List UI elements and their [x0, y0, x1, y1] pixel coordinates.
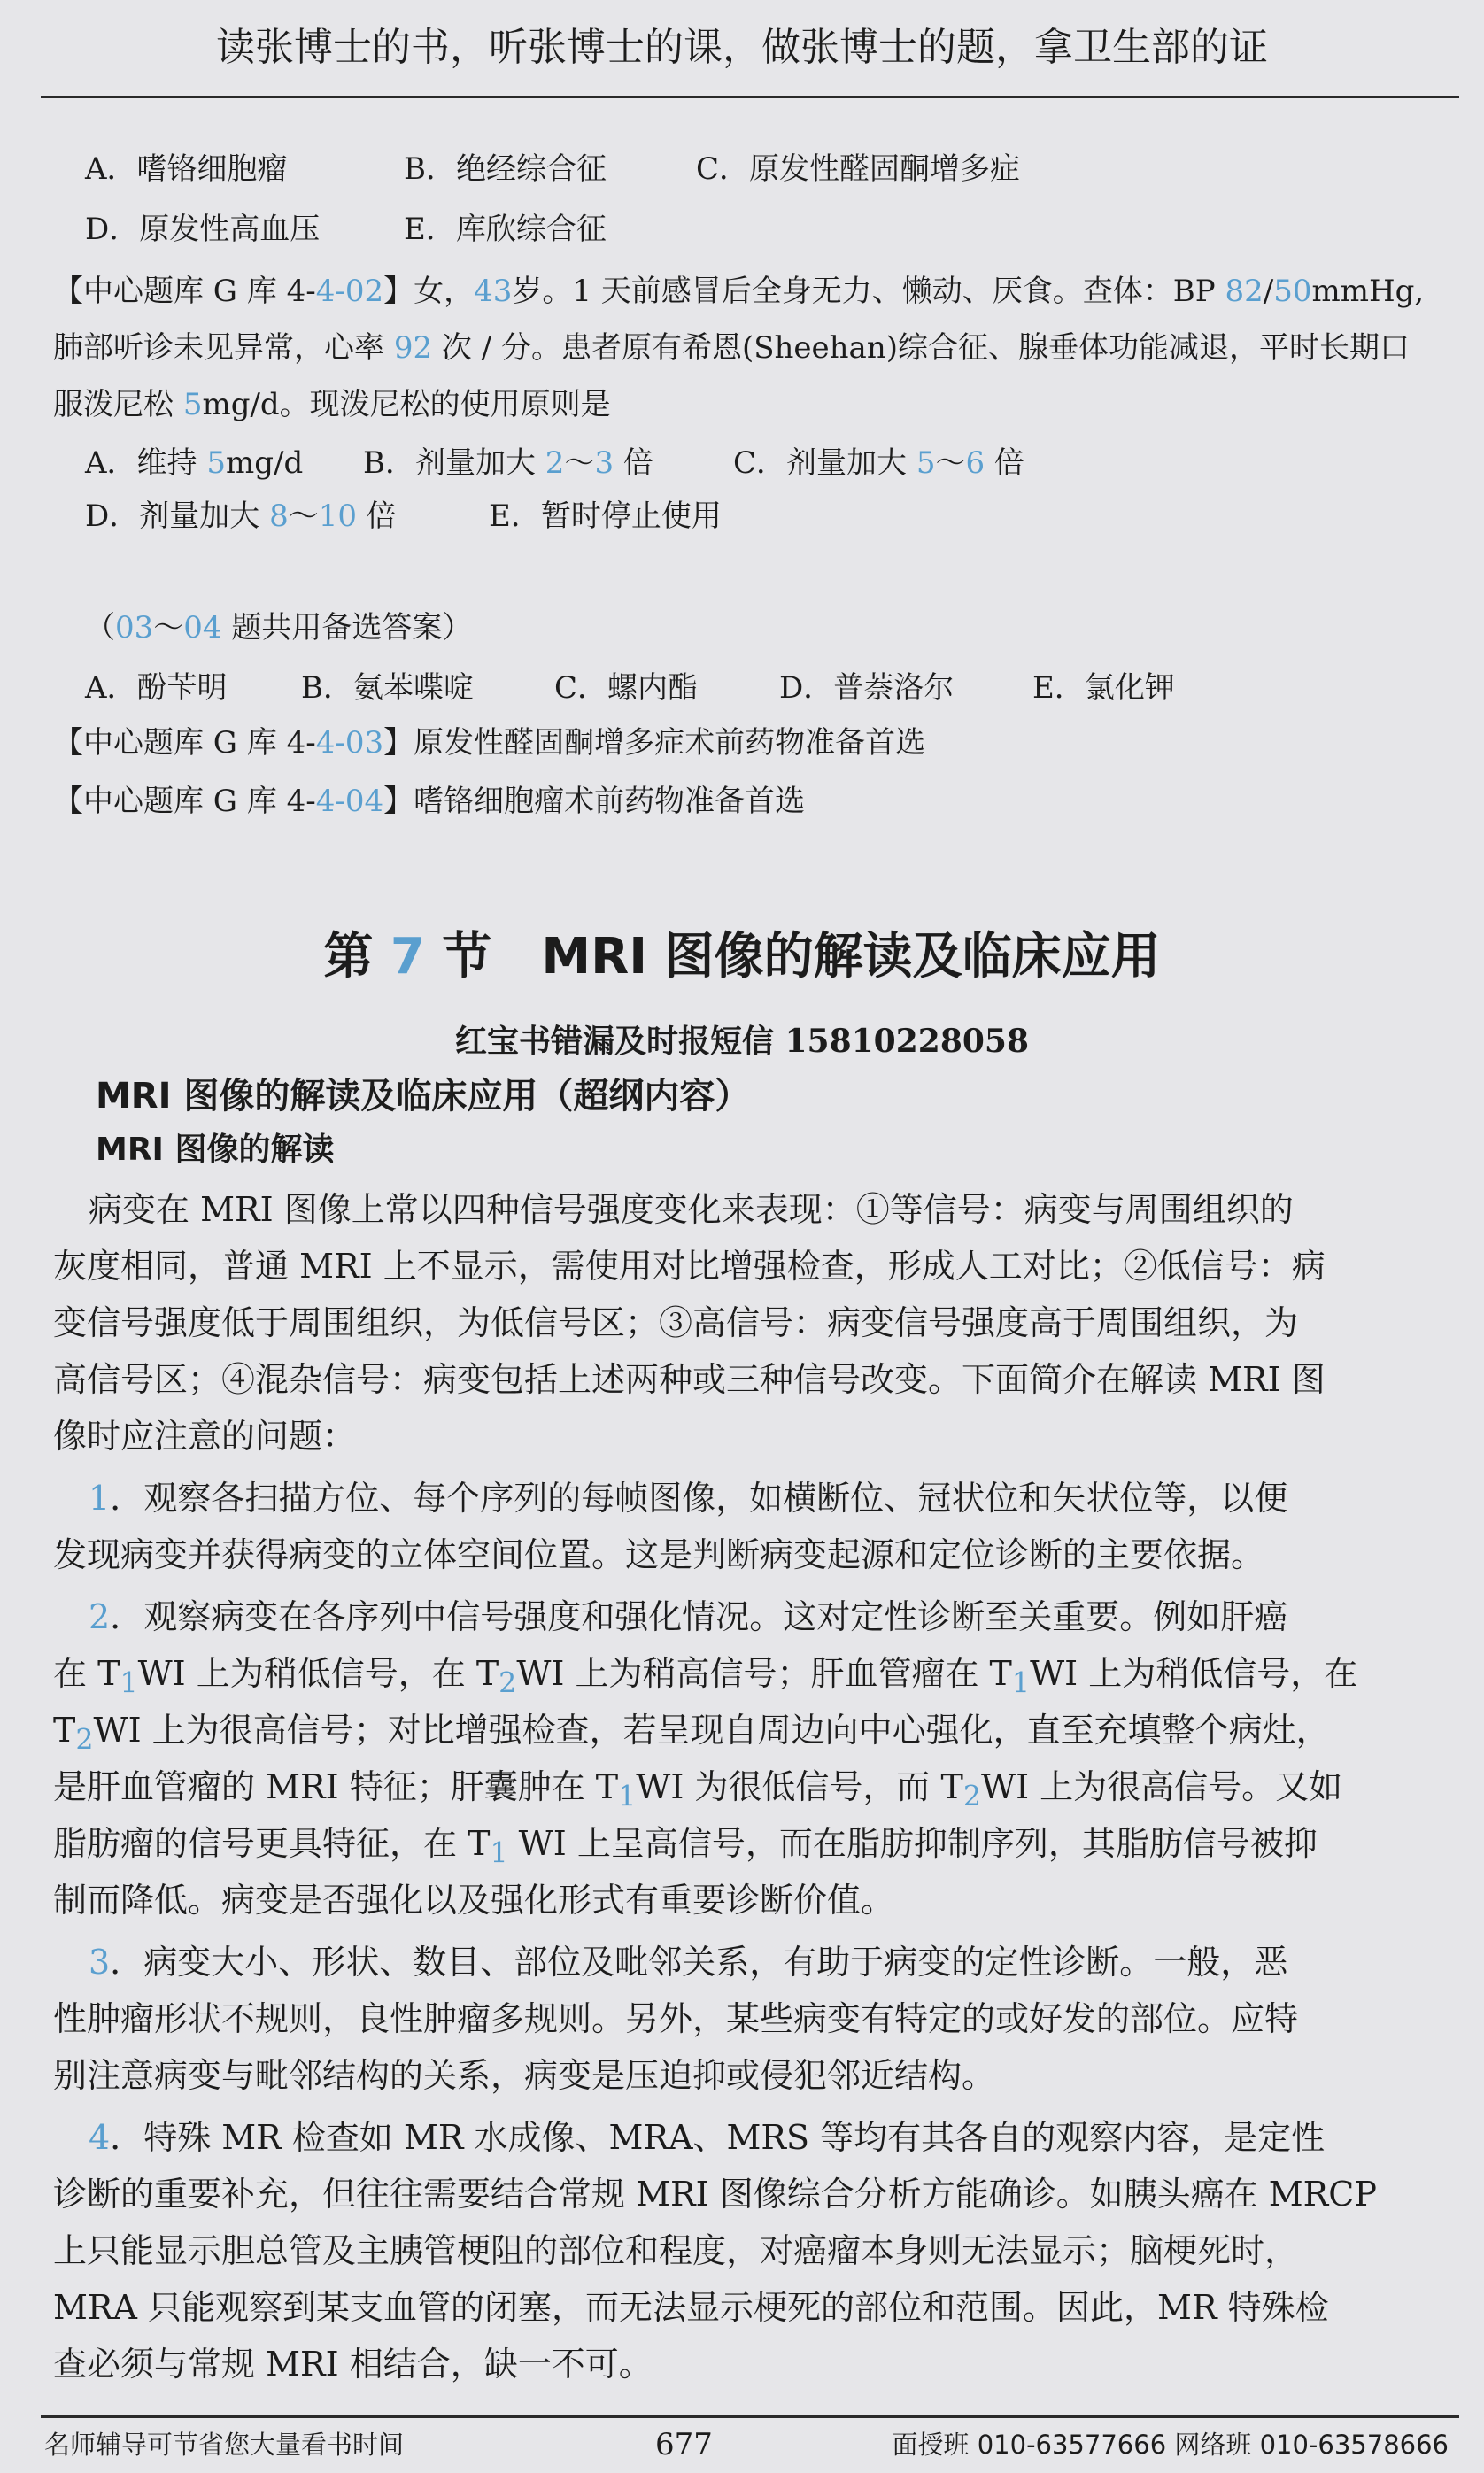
- p3-number: 3: [89, 1943, 111, 1982]
- q02-line2: 肺部听诊未见异常，心率: [53, 330, 394, 366]
- p3-line-1: [89, 1937, 1470, 1987]
- q02-option-d: [85, 494, 489, 538]
- p2-l2-d: WI 上为稍低信号，在: [1030, 1654, 1358, 1693]
- subsubheading: MRI 图像的解读: [96, 1132, 335, 1168]
- q02-opt-c-sep: ～: [935, 445, 966, 481]
- q02-tag-number: 4-02: [315, 274, 384, 309]
- errata-sms-line: 红宝书错漏及时报短信 15810228058: [454, 1023, 1030, 1060]
- q02-stem-line-3: [53, 383, 611, 427]
- footer: [0, 2423, 1484, 2467]
- p2-l4-c: WI 上为很高信号。又如: [981, 1767, 1343, 1806]
- header-rule: [41, 96, 1459, 98]
- intro-line-3: 变信号强度低于周围组织，为低信号区；③高信号：病变信号强度高于周围组织，为: [53, 1303, 1299, 1342]
- option-a: A．嗜铬细胞瘤: [85, 151, 288, 187]
- section-prefix: 第: [323, 928, 390, 985]
- q02-tag-suffix: 】女，: [383, 274, 475, 309]
- running-header: 读张博士的书，听张博士的课，做张博士的题，拿卫生部的证: [216, 25, 1268, 70]
- q02-opt-d-n2: 10: [318, 498, 357, 534]
- q02-opt-b-suffix: 倍: [614, 445, 653, 481]
- subheading: MRI 图像的解读及临床应用（超纲内容）: [96, 1076, 751, 1117]
- p2-l3-a: T: [53, 1711, 76, 1750]
- q02-opt-c-suffix: 倍: [985, 445, 1024, 481]
- section-title: [0, 917, 1484, 988]
- prev-options-row-2: [85, 207, 607, 251]
- q02-stem-line-1: [53, 269, 1424, 313]
- q02-opt-a-text: A．维持: [85, 445, 207, 481]
- q02-opt-b-sep: ～: [564, 445, 595, 481]
- q02-age: 43: [474, 274, 513, 309]
- footer-rule: [41, 2415, 1459, 2418]
- q02-option-c: [733, 441, 1024, 485]
- p2-l2-sub2: 2: [499, 1667, 517, 1700]
- shared-open: （: [85, 610, 115, 645]
- q02-opt-b-n1: 2: [545, 445, 565, 481]
- q02-options-row-2: [85, 494, 722, 538]
- p2-l2-b: WI 上为稍低信号，在 T: [137, 1654, 499, 1693]
- p2-line-5: [53, 1819, 1434, 1879]
- shared-option-e: E．氯化钾: [1032, 670, 1175, 706]
- p1-text-1: ．观察各扫描方位、每个序列的每帧图像，如横断位、冠状位和矢状位等，以便: [110, 1479, 1288, 1518]
- option-c: C．原发性醛固酮增多症: [696, 151, 1021, 187]
- q03-text: 】原发性醛固酮增多症术前药物准备首选: [383, 725, 926, 761]
- p4-line-2: 诊断的重要补充，但往往需要结合常规 MRI 图像综合分析方能确诊。如胰头癌在 MRCP: [53, 2175, 1377, 2214]
- p4-text-1: ．特殊 MR 检查如 MR 水成像、MRA、MRS 等均有其各自的观察内容，是定性: [110, 2118, 1326, 2157]
- shared-option-b: B．氨苯喋啶: [301, 670, 474, 706]
- p2-l2-sub3: 1: [1011, 1667, 1031, 1700]
- q02-opt-d-text: D．剂量加大: [85, 498, 270, 534]
- shared-option-d: D．普萘洛尔: [779, 670, 955, 706]
- q02-bp-systolic: 82: [1225, 274, 1264, 309]
- q04-number: 4-04: [315, 784, 384, 819]
- shared-n1: 03: [115, 610, 154, 645]
- p4-line-4: MRA 只能观察到某支血管的闭塞，而无法显示梗死的部位和范围。因此，MR 特殊检: [53, 2288, 1329, 2327]
- q02-opt-a-unit: mg/d: [226, 445, 304, 481]
- q03-prefix: 【中心题库 G 库 4-: [53, 725, 316, 761]
- shared-close: 题共用备选答案）: [221, 610, 473, 645]
- q03-line: [53, 721, 925, 765]
- p2-l4-a: 是肝血管瘤的 MRI 特征；肝囊肿在 T: [53, 1767, 619, 1806]
- q02-opt-c-text: C．剂量加大: [733, 445, 916, 481]
- q02-line2b: 次 / 分。患者原有希恩(Sheehan)综合征、腺垂体功能减退，平时长期口: [432, 330, 1410, 366]
- q02-option-b: [363, 441, 733, 485]
- p2-l3-b: WI 上为很高信号；对比增强检查，若呈现自周边向中心强化，直至充填整个病灶，: [93, 1711, 1330, 1750]
- q02-opt-c-n2: 6: [965, 445, 985, 481]
- p2-l4-b: WI 为很低信号，而 T: [636, 1767, 963, 1806]
- q02-opt-c-n1: 5: [916, 445, 936, 481]
- p2-line-2: [53, 1649, 1434, 1709]
- intro-line-5: 像时应注意的问题：: [53, 1417, 357, 1456]
- p4-line-5: 查必须与常规 MRI 相结合，缺一不可。: [53, 2345, 653, 2384]
- p2-l5-a: 脂肪瘤的信号更具特征，在 T: [53, 1824, 491, 1863]
- p2-l5-b: WI 上呈高信号，而在脂肪抑制序列，其脂肪信号被抑: [507, 1824, 1318, 1863]
- page-number: 677: [655, 2427, 713, 2462]
- section-number: 7: [390, 928, 425, 985]
- shared-n2: 04: [183, 610, 222, 645]
- q02-unit: mmHg,: [1311, 274, 1425, 309]
- intro-line-4: 高信号区；④混杂信号：病变包括上述两种或三种信号改变。下面简介在解读 MRI 图: [53, 1360, 1326, 1399]
- q02-option-e: E．暂时停止使用: [489, 498, 722, 534]
- p3-text-1: ．病变大小、形状、数目、部位及毗邻关系，有助于病变的定性诊断。一般，恶: [110, 1943, 1288, 1982]
- footer-slogan: 名师辅导可节省您大量看书时间: [44, 2430, 405, 2460]
- q02-options-row-1: [85, 441, 1024, 485]
- q02-opt-d-n1: 8: [269, 498, 289, 534]
- q02-text: 岁。1 天前感冒后全身无力、懒动、厌食。查体：BP: [512, 274, 1225, 309]
- p2-l2-c: WI 上为稍高信号；肝血管瘤在 T: [516, 1654, 1012, 1693]
- option-b: B．绝经综合征: [404, 151, 607, 187]
- option-e: E．库欣综合征: [404, 212, 607, 247]
- q02-opt-b-text: B．剂量加大: [363, 445, 545, 481]
- p3-line-3: 别注意病变与毗邻结构的关系，病变是压迫抑或侵犯邻近结构。: [53, 2056, 996, 2095]
- p2-l4-sub2: 2: [962, 1781, 982, 1813]
- shared-option-c: C．螺内酯: [554, 670, 699, 706]
- p1-line-2: 发现病变并获得病变的立体空间位置。这是判断病变起源和定位诊断的主要依据。: [53, 1535, 1265, 1574]
- q02-bp-diastolic: 50: [1273, 274, 1312, 309]
- intro-line-2: 灰度相同，普通 MRI 上不显示，需使用对比增强检查，形成人工对比；②低信号：病: [53, 1247, 1326, 1286]
- shared-options-row: [85, 666, 1175, 710]
- q02-line3b: mg/d。现泼尼松的使用原则是: [202, 387, 611, 422]
- p2-line-3: [53, 1705, 1434, 1766]
- q04-line: [53, 779, 805, 823]
- p2-l2-a: 在 T: [53, 1654, 120, 1693]
- p2-l2-sub1: 1: [120, 1667, 138, 1700]
- p2-line-6: 制而降低。病变是否强化以及强化形式有重要诊断价值。: [53, 1881, 895, 1920]
- p3-line-2: 性肿瘤形状不规则，良性肿瘤多规则。另外，某些病变有特定的或好发的部位。应特: [53, 1999, 1299, 2038]
- q02-heart-rate: 92: [393, 330, 433, 366]
- p4-number: 4: [89, 2118, 111, 2157]
- p2-l3-sub: 2: [75, 1724, 94, 1757]
- q02-dose: 5: [182, 387, 203, 422]
- shared-answers-heading: [85, 606, 472, 650]
- q02-opt-d-sep: ～: [288, 498, 319, 534]
- q02-slash: /: [1263, 274, 1274, 309]
- q02-tag-prefix: 【中心题库 G 库 4-: [53, 274, 316, 309]
- q02-line3a: 服泼尼松: [53, 387, 183, 422]
- p4-line-3: 上只能显示胆总管及主胰管梗阻的部位和程度，对癌瘤本身则无法显示；脑梗死时，: [53, 2231, 1299, 2270]
- footer-phones: 面授班 010-63577666 网络班 010-63578666: [892, 2430, 1449, 2460]
- q03-number: 4-03: [315, 725, 384, 761]
- p2-line-1: [89, 1592, 1470, 1642]
- intro-line-1: 病变在 MRI 图像上常以四种信号强度变化来表现：①等信号：病变与周围组织的: [89, 1190, 1294, 1229]
- p2-l5-sub: 1: [490, 1837, 508, 1870]
- q02-stem-line-2: [53, 326, 1410, 370]
- prev-options-row-1: [85, 147, 1020, 191]
- q02-opt-d-suffix: 倍: [356, 498, 397, 534]
- section-title-text: 节 MRI 图像的解读及临床应用: [424, 928, 1161, 985]
- shared-option-a: A．酚苄明: [85, 670, 228, 706]
- q02-option-a: [85, 441, 363, 485]
- option-d: D．原发性高血压: [85, 212, 321, 247]
- q02-opt-a-num: 5: [206, 445, 227, 481]
- p2-number: 2: [89, 1597, 111, 1636]
- p2-line-4: [53, 1762, 1434, 1822]
- q04-prefix: 【中心题库 G 库 4-: [53, 784, 316, 819]
- q02-opt-b-n2: 3: [594, 445, 614, 481]
- p2-l4-sub1: 1: [618, 1781, 637, 1813]
- shared-sep: ～: [153, 610, 184, 645]
- p1-number: 1: [89, 1479, 111, 1518]
- q04-text: 】嗜铬细胞瘤术前药物准备首选: [383, 784, 806, 819]
- p2-text-1: ．观察病变在各序列中信号强度和强化情况。这对定性诊断至关重要。例如肝癌: [110, 1597, 1288, 1636]
- p1-line-1: [89, 1473, 1470, 1523]
- p4-line-1: [89, 2113, 1470, 2162]
